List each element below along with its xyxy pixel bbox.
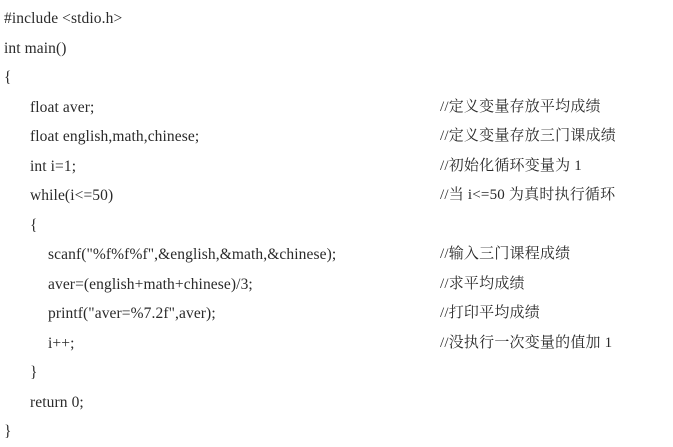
code-line	[0, 358, 673, 388]
code-line	[0, 152, 673, 182]
code-text: aver=(english+math+chinese)/3;	[48, 275, 253, 293]
code-comment: //当 i<=50 为真时执行循环	[440, 187, 616, 203]
code-line	[0, 4, 673, 34]
code-text: i++;	[48, 334, 75, 352]
code-text: {	[4, 69, 12, 86]
code-comment: //初始化循环变量为 1	[440, 157, 582, 174]
code-text: #include <stdio.h>	[4, 10, 123, 27]
code-text: float aver;	[30, 98, 95, 116]
code-comment: //求平均成绩	[440, 275, 525, 292]
code-text: float english,math,chinese;	[30, 128, 200, 145]
code-line	[0, 240, 673, 270]
code-comment: //定义变量存放三门课成绩	[440, 128, 616, 144]
code-line	[0, 388, 673, 418]
code-text: printf("aver=%7.2f",aver);	[48, 305, 216, 322]
code-text: int main()	[4, 39, 67, 57]
code-line	[0, 211, 673, 241]
code-line	[0, 299, 673, 329]
code-text: }	[30, 364, 38, 381]
code-text: {	[30, 216, 38, 234]
code-text: scanf("%f%f%f",&english,&math,&chinese);	[48, 246, 337, 263]
code-line	[0, 34, 673, 64]
code-line	[0, 181, 673, 211]
code-line	[0, 122, 673, 152]
code-comment: //定义变量存放平均成绩	[440, 98, 601, 115]
code-line	[0, 270, 673, 300]
code-text: int i=1;	[30, 157, 77, 175]
code-comment: //输入三门课程成绩	[440, 246, 571, 262]
code-line	[0, 93, 673, 123]
code-text: }	[4, 423, 12, 440]
code-text: while(i<=50)	[30, 187, 114, 204]
code-text: return 0;	[30, 393, 84, 411]
code-line	[0, 329, 673, 359]
code-line	[0, 417, 673, 447]
code-comment: //没执行一次变量的值加 1	[440, 334, 613, 351]
code-comment: //打印平均成绩	[440, 305, 540, 321]
code-line	[0, 63, 673, 93]
